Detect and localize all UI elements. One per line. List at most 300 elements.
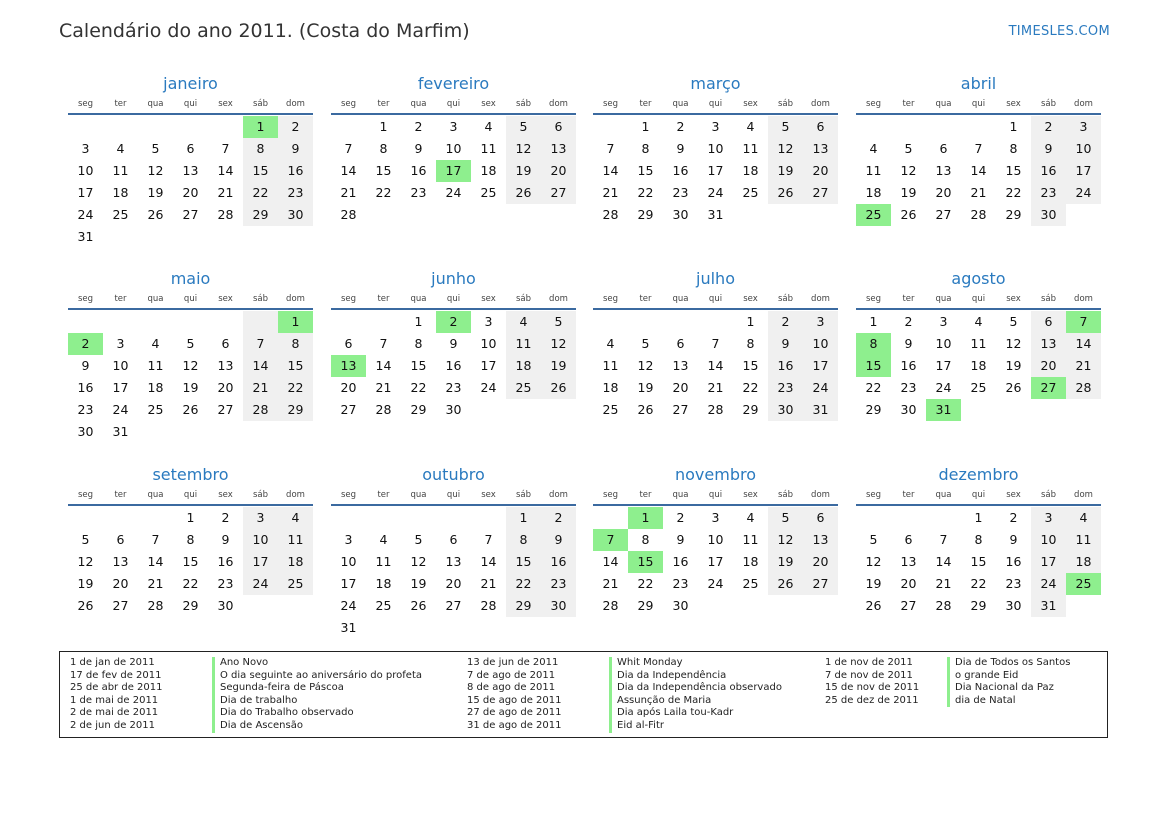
day-cell: 15 bbox=[970, 554, 987, 569]
empty-cell bbox=[138, 507, 173, 529]
day-cell: 2 bbox=[676, 510, 685, 525]
legend-dates-column-2 bbox=[467, 657, 561, 733]
day-cell: 12 bbox=[506, 138, 541, 160]
day-cell: 23 bbox=[541, 573, 576, 595]
weekday-header bbox=[68, 292, 313, 310]
legend-date: 7 de nov de 2011 bbox=[825, 669, 913, 681]
weekday-label: qui bbox=[446, 490, 461, 500]
day-cell: 10 bbox=[1031, 529, 1066, 551]
day-cell: 30 bbox=[278, 204, 313, 226]
day-cell: 15 bbox=[856, 355, 891, 377]
day-cell: 17 bbox=[1031, 551, 1066, 573]
day-cell: 1 bbox=[278, 311, 313, 333]
day-cell: 30 bbox=[217, 598, 234, 613]
day-grid bbox=[68, 311, 313, 443]
month-junho bbox=[331, 268, 576, 421]
day-cell: 28 bbox=[375, 402, 392, 417]
weekday-label: seg bbox=[865, 294, 882, 304]
day-cell: 13 bbox=[112, 554, 129, 569]
day-cell: 5 bbox=[414, 532, 423, 547]
day-cell: 8 bbox=[856, 333, 891, 355]
day-cell: 18 bbox=[375, 576, 392, 591]
day-cell: 2 bbox=[1009, 510, 1018, 525]
day-cell: 25 bbox=[147, 402, 164, 417]
day-cell: 13 bbox=[935, 163, 952, 178]
day-cell: 28 bbox=[480, 598, 497, 613]
weekday-label: qua bbox=[410, 490, 427, 500]
day-cell: 10 bbox=[77, 163, 94, 178]
legend-date: 13 de jun de 2011 bbox=[467, 657, 559, 668]
day-cell: 6 bbox=[676, 336, 685, 351]
day-cell: 6 bbox=[1031, 311, 1066, 333]
legend-date: 7 de ago de 2011 bbox=[467, 669, 556, 681]
day-cell: 12 bbox=[637, 358, 654, 373]
day-cell: 30 bbox=[77, 424, 94, 439]
weekday-label: dom bbox=[286, 490, 305, 500]
legend-date: 2 de jun de 2011 bbox=[70, 719, 155, 731]
weekday-label: qui bbox=[183, 294, 198, 304]
empty-cell bbox=[506, 399, 541, 421]
day-cell: 26 bbox=[410, 598, 427, 613]
day-cell: 6 bbox=[904, 532, 913, 547]
day-cell: 6 bbox=[803, 507, 838, 529]
day-cell: 2 bbox=[904, 314, 913, 329]
empty-cell bbox=[768, 204, 803, 226]
day-cell: 16 bbox=[541, 551, 576, 573]
weekday-label: sex bbox=[218, 490, 233, 500]
day-cell: 14 bbox=[970, 163, 987, 178]
brand-link[interactable]: TIMESLES.COM bbox=[1008, 24, 1110, 39]
day-cell: 15 bbox=[410, 358, 427, 373]
day-grid bbox=[331, 507, 576, 639]
day-cell: 14 bbox=[707, 358, 724, 373]
day-cell: 3 bbox=[243, 507, 278, 529]
weekday-header bbox=[593, 292, 838, 310]
day-cell: 19 bbox=[900, 185, 917, 200]
day-cell: 10 bbox=[1066, 138, 1101, 160]
weekday-label: sex bbox=[743, 490, 758, 500]
day-cell: 16 bbox=[1031, 160, 1066, 182]
day-cell: 7 bbox=[344, 141, 353, 156]
day-cell: 22 bbox=[865, 380, 882, 395]
month-abril bbox=[856, 73, 1101, 226]
day-cell: 7 bbox=[1066, 311, 1101, 333]
empty-cell bbox=[331, 507, 366, 529]
day-cell: 22 bbox=[182, 576, 199, 591]
day-cell: 15 bbox=[243, 160, 278, 182]
day-cell: 16 bbox=[900, 358, 917, 373]
legend-holiday-name: Dia do Trabalho observado bbox=[212, 707, 422, 720]
day-cell: 4 bbox=[746, 119, 755, 134]
weekday-label: dom bbox=[1074, 99, 1093, 109]
weekday-label: qua bbox=[935, 294, 952, 304]
weekday-label: qui bbox=[183, 99, 198, 109]
day-cell: 10 bbox=[803, 333, 838, 355]
empty-cell bbox=[366, 311, 401, 333]
day-cell: 11 bbox=[278, 529, 313, 551]
weekday-label: qua bbox=[147, 294, 164, 304]
day-grid bbox=[856, 311, 1101, 421]
empty-cell bbox=[996, 399, 1031, 421]
day-cell: 8 bbox=[414, 336, 423, 351]
day-cell: 12 bbox=[768, 138, 803, 160]
day-cell: 1 bbox=[974, 510, 983, 525]
weekday-label: sáb bbox=[515, 294, 532, 304]
day-cell: 20 bbox=[445, 576, 462, 591]
day-cell: 26 bbox=[541, 377, 576, 399]
legend-date: 2 de mai de 2011 bbox=[70, 707, 159, 719]
month-name: março bbox=[690, 74, 741, 93]
weekday-label: sex bbox=[481, 490, 496, 500]
empty-cell bbox=[138, 226, 173, 248]
legend-date: 15 de ago de 2011 bbox=[467, 694, 562, 706]
day-cell: 7 bbox=[711, 336, 720, 351]
day-cell: 2 bbox=[768, 311, 803, 333]
day-cell: 14 bbox=[340, 163, 357, 178]
day-cell: 1 bbox=[869, 314, 878, 329]
empty-cell bbox=[138, 116, 173, 138]
day-cell: 14 bbox=[602, 163, 619, 178]
empty-cell bbox=[366, 204, 401, 226]
day-cell: 31 bbox=[926, 399, 961, 421]
legend-names-column-1 bbox=[212, 657, 422, 733]
day-cell: 20 bbox=[1031, 355, 1066, 377]
legend-holiday-name: Ano Novo bbox=[212, 657, 422, 670]
weekday-label: qui bbox=[446, 99, 461, 109]
day-cell: 20 bbox=[182, 185, 199, 200]
day-cell: 26 bbox=[900, 207, 917, 222]
day-grid bbox=[593, 311, 838, 421]
day-cell: 30 bbox=[672, 207, 689, 222]
legend-holiday-name: Dia de Ascensão bbox=[212, 720, 422, 733]
month-name: fevereiro bbox=[417, 74, 490, 93]
weekday-label: qua bbox=[147, 490, 164, 500]
empty-cell bbox=[1066, 204, 1101, 226]
day-cell: 4 bbox=[151, 336, 160, 351]
day-cell: 29 bbox=[1005, 207, 1022, 222]
day-cell: 4 bbox=[869, 141, 878, 156]
empty-cell bbox=[698, 311, 733, 333]
day-cell: 21 bbox=[217, 185, 234, 200]
day-cell: 3 bbox=[344, 532, 353, 547]
day-cell: 22 bbox=[375, 185, 392, 200]
legend-date: 25 de dez de 2011 bbox=[825, 694, 919, 706]
weekday-label: sex bbox=[1006, 294, 1021, 304]
weekday-label: seg bbox=[340, 99, 357, 109]
day-cell: 11 bbox=[602, 358, 619, 373]
day-cell: 3 bbox=[803, 311, 838, 333]
empty-cell bbox=[68, 311, 103, 333]
day-cell: 20 bbox=[217, 380, 234, 395]
day-cell: 19 bbox=[147, 185, 164, 200]
day-cell: 25 bbox=[1066, 573, 1101, 595]
day-cell: 8 bbox=[1009, 141, 1018, 156]
legend-holiday-name: Dia Nacional da Paz bbox=[947, 682, 1070, 695]
day-cell: 25 bbox=[742, 185, 759, 200]
weekday-label: sáb bbox=[1040, 490, 1057, 500]
day-cell: 3 bbox=[116, 336, 125, 351]
day-grid bbox=[856, 116, 1101, 226]
holiday-legend bbox=[59, 651, 1108, 738]
day-cell: 1 bbox=[506, 507, 541, 529]
weekday-label: sáb bbox=[777, 99, 794, 109]
day-cell: 25 bbox=[742, 576, 759, 591]
day-cell: 7 bbox=[379, 336, 388, 351]
legend-holiday-name: dia de Natal bbox=[947, 695, 1070, 708]
day-cell: 29 bbox=[742, 402, 759, 417]
empty-cell bbox=[243, 226, 278, 248]
weekday-header bbox=[68, 97, 313, 115]
day-cell: 7 bbox=[606, 141, 615, 156]
weekday-label: qua bbox=[147, 99, 164, 109]
day-cell: 5 bbox=[541, 311, 576, 333]
day-cell: 27 bbox=[340, 402, 357, 417]
day-cell: 14 bbox=[243, 355, 278, 377]
day-cell: 5 bbox=[1009, 314, 1018, 329]
empty-cell bbox=[541, 204, 576, 226]
empty-cell bbox=[1066, 399, 1101, 421]
weekday-label: sáb bbox=[1040, 294, 1057, 304]
day-cell: 20 bbox=[672, 380, 689, 395]
day-grid bbox=[331, 311, 576, 421]
weekday-label: ter bbox=[377, 490, 390, 500]
day-cell: 5 bbox=[81, 532, 90, 547]
day-cell: 9 bbox=[221, 532, 230, 547]
day-cell: 5 bbox=[768, 507, 803, 529]
day-cell: 27 bbox=[900, 598, 917, 613]
day-cell: 24 bbox=[707, 576, 724, 591]
weekday-label: sáb bbox=[777, 490, 794, 500]
day-cell: 11 bbox=[112, 163, 129, 178]
day-cell: 19 bbox=[77, 576, 94, 591]
weekday-header bbox=[593, 97, 838, 115]
day-cell: 25 bbox=[375, 598, 392, 613]
day-cell: 16 bbox=[672, 163, 689, 178]
day-cell: 22 bbox=[742, 380, 759, 395]
legend-date: 27 de ago de 2011 bbox=[467, 707, 562, 719]
empty-cell bbox=[401, 617, 436, 639]
day-cell: 27 bbox=[182, 207, 199, 222]
day-cell: 25 bbox=[506, 377, 541, 399]
day-cell: 20 bbox=[935, 185, 952, 200]
day-cell: 29 bbox=[506, 595, 541, 617]
day-cell: 19 bbox=[768, 160, 803, 182]
day-cell: 23 bbox=[1031, 182, 1066, 204]
legend-date: 25 de abr de 2011 bbox=[70, 682, 163, 694]
day-cell: 22 bbox=[506, 573, 541, 595]
day-cell: 17 bbox=[77, 185, 94, 200]
day-cell: 24 bbox=[707, 185, 724, 200]
day-grid bbox=[331, 116, 576, 226]
day-cell: 2 bbox=[541, 507, 576, 529]
day-cell: 11 bbox=[742, 532, 759, 547]
day-cell: 1 bbox=[243, 116, 278, 138]
month-name: maio bbox=[170, 269, 211, 288]
day-cell: 15 bbox=[637, 163, 654, 178]
day-cell: 22 bbox=[637, 576, 654, 591]
day-cell: 16 bbox=[672, 554, 689, 569]
day-cell: 28 bbox=[147, 598, 164, 613]
day-cell: 15 bbox=[375, 163, 392, 178]
day-grid bbox=[68, 116, 313, 248]
day-cell: 31 bbox=[77, 229, 94, 244]
weekday-label: sáb bbox=[252, 490, 269, 500]
day-cell: 25 bbox=[602, 402, 619, 417]
day-cell: 2 bbox=[221, 510, 230, 525]
day-cell: 30 bbox=[541, 595, 576, 617]
day-cell: 5 bbox=[506, 116, 541, 138]
day-cell: 21 bbox=[707, 380, 724, 395]
empty-cell bbox=[331, 311, 366, 333]
day-cell: 28 bbox=[970, 207, 987, 222]
day-cell: 14 bbox=[935, 554, 952, 569]
month-fevereiro bbox=[331, 73, 576, 226]
weekday-header bbox=[593, 488, 838, 506]
weekday-label: sex bbox=[481, 99, 496, 109]
day-cell: 21 bbox=[970, 185, 987, 200]
empty-cell bbox=[891, 507, 926, 529]
month-name: janeiro bbox=[163, 74, 218, 93]
empty-cell bbox=[926, 507, 961, 529]
day-cell: 10 bbox=[480, 336, 497, 351]
day-grid bbox=[593, 507, 838, 617]
day-cell: 21 bbox=[480, 576, 497, 591]
weekday-label: sáb bbox=[252, 294, 269, 304]
weekday-label: qua bbox=[672, 294, 689, 304]
legend-dates-column-3 bbox=[825, 657, 919, 707]
weekday-header bbox=[68, 488, 313, 506]
day-cell: 2 bbox=[68, 333, 103, 355]
day-cell: 18 bbox=[602, 380, 619, 395]
empty-cell bbox=[506, 204, 541, 226]
day-cell: 8 bbox=[746, 336, 755, 351]
day-cell: 11 bbox=[865, 163, 882, 178]
weekday-label: sex bbox=[218, 294, 233, 304]
empty-cell bbox=[471, 507, 506, 529]
day-cell: 8 bbox=[641, 532, 650, 547]
empty-cell bbox=[278, 595, 313, 617]
empty-cell bbox=[541, 399, 576, 421]
day-cell: 4 bbox=[606, 336, 615, 351]
day-cell: 14 bbox=[1066, 333, 1101, 355]
day-cell: 26 bbox=[865, 598, 882, 613]
weekday-header bbox=[856, 488, 1101, 506]
day-cell: 18 bbox=[865, 185, 882, 200]
day-cell: 28 bbox=[935, 598, 952, 613]
legend-holiday-name: Whit Monday bbox=[609, 657, 782, 670]
empty-cell bbox=[208, 116, 243, 138]
day-cell: 29 bbox=[637, 207, 654, 222]
day-cell: 12 bbox=[410, 554, 427, 569]
month-name: abril bbox=[960, 74, 997, 93]
day-cell: 27 bbox=[803, 182, 838, 204]
day-cell: 25 bbox=[112, 207, 129, 222]
day-cell: 10 bbox=[243, 529, 278, 551]
day-cell: 31 bbox=[1031, 595, 1066, 617]
day-cell: 16 bbox=[445, 358, 462, 373]
month-name: junho bbox=[431, 269, 476, 288]
legend-holiday-name: Dia após Laila tou-Kadr bbox=[609, 707, 782, 720]
day-cell: 13 bbox=[900, 554, 917, 569]
day-cell: 8 bbox=[506, 529, 541, 551]
day-grid bbox=[593, 116, 838, 226]
day-cell: 17 bbox=[243, 551, 278, 573]
day-cell: 16 bbox=[410, 163, 427, 178]
day-cell: 23 bbox=[672, 185, 689, 200]
day-cell: 17 bbox=[707, 163, 724, 178]
day-cell: 29 bbox=[243, 204, 278, 226]
empty-cell bbox=[103, 116, 138, 138]
day-cell: 25 bbox=[856, 204, 891, 226]
weekday-label: sex bbox=[1006, 99, 1021, 109]
day-cell: 21 bbox=[375, 380, 392, 395]
empty-cell bbox=[243, 311, 278, 333]
day-cell: 18 bbox=[742, 163, 759, 178]
legend-holiday-name: Dia da Independência observado bbox=[609, 682, 782, 695]
weekday-label: ter bbox=[639, 490, 652, 500]
day-cell: 12 bbox=[541, 333, 576, 355]
month-setembro bbox=[68, 464, 313, 617]
day-cell: 29 bbox=[970, 598, 987, 613]
day-cell: 10 bbox=[935, 336, 952, 351]
month-name: novembro bbox=[675, 465, 756, 484]
day-cell: 7 bbox=[243, 333, 278, 355]
day-cell: 27 bbox=[217, 402, 234, 417]
day-cell: 13 bbox=[331, 355, 366, 377]
day-cell: 20 bbox=[900, 576, 917, 591]
day-cell: 23 bbox=[445, 380, 462, 395]
empty-cell bbox=[331, 116, 366, 138]
day-cell: 6 bbox=[541, 116, 576, 138]
empty-cell bbox=[401, 507, 436, 529]
empty-cell bbox=[103, 226, 138, 248]
empty-cell bbox=[366, 507, 401, 529]
empty-cell bbox=[173, 311, 208, 333]
weekday-label: dom bbox=[811, 294, 830, 304]
empty-cell bbox=[208, 226, 243, 248]
empty-cell bbox=[506, 617, 541, 639]
day-grid bbox=[856, 507, 1101, 617]
day-cell: 23 bbox=[217, 576, 234, 591]
day-cell: 13 bbox=[803, 529, 838, 551]
day-cell: 13 bbox=[217, 358, 234, 373]
empty-cell bbox=[891, 116, 926, 138]
legend-holiday-name: Eid al-Fitr bbox=[609, 720, 782, 733]
day-cell: 13 bbox=[803, 138, 838, 160]
day-cell: 20 bbox=[340, 380, 357, 395]
legend-names-column-2 bbox=[609, 657, 782, 733]
weekday-label: dom bbox=[811, 490, 830, 500]
day-cell: 22 bbox=[278, 377, 313, 399]
month-name: agosto bbox=[951, 269, 1006, 288]
day-cell: 3 bbox=[1031, 507, 1066, 529]
legend-date: 1 de nov de 2011 bbox=[825, 657, 913, 668]
day-cell: 24 bbox=[243, 573, 278, 595]
day-cell: 28 bbox=[340, 207, 357, 222]
day-cell: 18 bbox=[742, 554, 759, 569]
day-cell: 3 bbox=[484, 314, 493, 329]
day-cell: 8 bbox=[243, 138, 278, 160]
day-cell: 23 bbox=[410, 185, 427, 200]
weekday-label: sáb bbox=[777, 294, 794, 304]
weekday-label: dom bbox=[549, 490, 568, 500]
day-cell: 1 bbox=[1009, 119, 1018, 134]
day-cell: 6 bbox=[803, 116, 838, 138]
weekday-label: qui bbox=[708, 294, 723, 304]
day-cell: 3 bbox=[711, 119, 720, 134]
weekday-label: ter bbox=[639, 294, 652, 304]
weekday-label: qua bbox=[672, 490, 689, 500]
